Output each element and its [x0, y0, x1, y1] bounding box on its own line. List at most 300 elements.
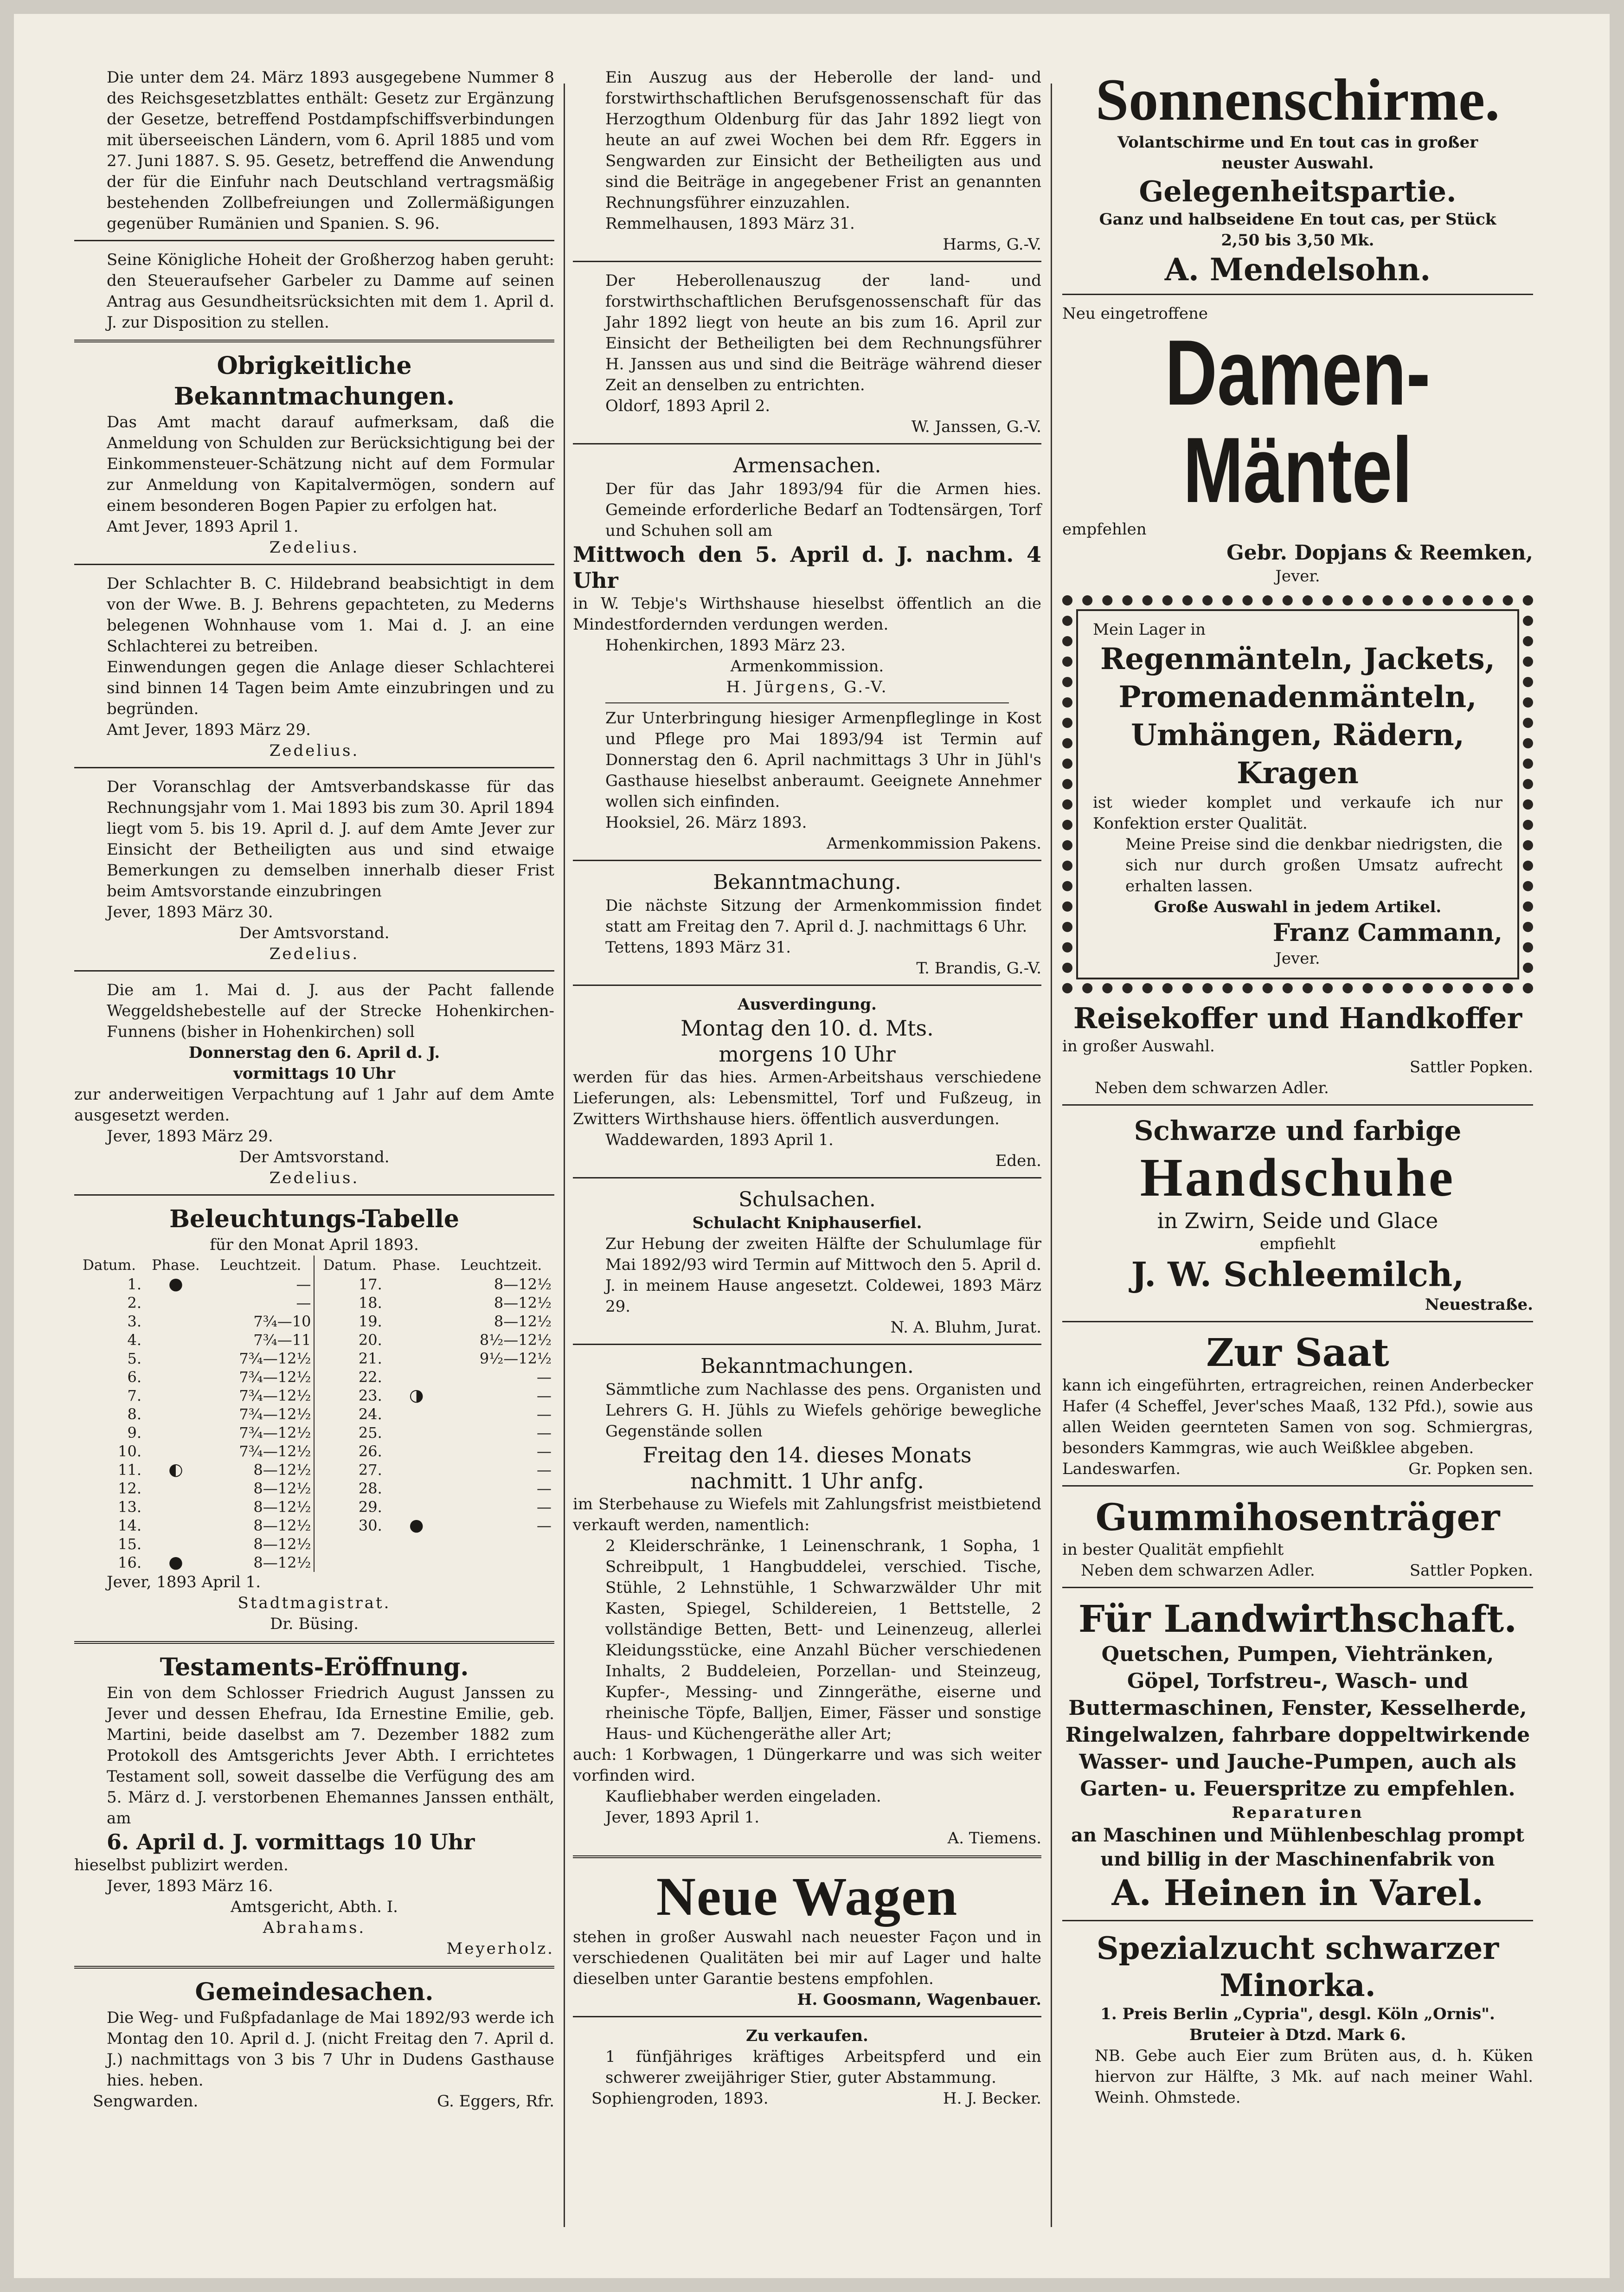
signature: H. Jürgens, G.-V. [726, 678, 888, 696]
ad-headline: Neue Wagen [656, 1866, 958, 1927]
table-cell: 19. [314, 1312, 385, 1331]
advertiser-place: Jever. [1275, 567, 1320, 586]
notice-text: hieselbst publizirt werden. [74, 1856, 289, 1874]
ad-text: Mein Lager in [1093, 620, 1206, 639]
table-cell: — [537, 1480, 552, 1497]
ad-handschuhe [1062, 1114, 1533, 1322]
table-row [74, 1275, 554, 1294]
signature: Der Amtsvorstand. [239, 1148, 390, 1166]
signature: Eden. [995, 1152, 1041, 1170]
table-cell: — [296, 1275, 311, 1293]
table-cell: — [537, 1405, 552, 1423]
table-cell: 7¾—12½ [239, 1424, 311, 1442]
divider [573, 860, 1041, 861]
ad-price: 2,50 bis 3,50 Mk. [1221, 231, 1374, 250]
notice-time: morgens 10 Uhr [719, 1042, 896, 1067]
ad-subheadline: Gelegenheitspartie. [1139, 174, 1457, 208]
moon-phase-cell [144, 1516, 207, 1535]
place-date: Jever, 1893 April 1. [107, 1573, 261, 1591]
ad-text: Quetschen, Pumpen, Viehtränken, Göpel, Torfstreu-, Wasch- und Buttermaschinen, Fenster, Kesselherde, Ringelwalzen, fahrbare doppeltwirkende Wasser- und Jauche-Pumpen, auch als Garten- u. Feuerspritze zu empfehlen. [1065, 1642, 1530, 1801]
notice-text: Der Voranschlag der Amtsverbandskasse für das Rechnungsjahr vom 1. Mai 1893 bis zum 30. April 1894 liegt vom 5. bis 19. April d. J. auf dem Amte Jever zur Einsicht der Betheiligten aus und sind etwaige Bemerkungen zu demselben innerhalb dieser Frist beim Amtsvorstande einzubringen [107, 778, 554, 901]
notice-heberolle-oldenburg [573, 67, 1041, 262]
signature: Sattler Popken. [1409, 1561, 1533, 1580]
column-header: Phase. [392, 1257, 441, 1274]
table-cell: 5. [127, 1350, 141, 1367]
table-cell: 16. [118, 1554, 141, 1571]
table-cell: — [537, 1368, 552, 1386]
ad-text: kann ich eingeführten, ertragreichen, reinen Anderbecker Hafer (4 Scheffel, Jever'sches Maaß, 132 Pfd.), sowie aus allen Weiden geernteten Samen von sog. Schmiergras, besonders Kammgras, wie auch Weißklee abgeben. [1062, 1376, 1533, 1457]
notice-date: 6. April d. J. vormittags 10 Uhr [107, 1829, 475, 1854]
ad-gummihosentraeger [1062, 1495, 1533, 1588]
item-list: 2 Kleiderschränke, 1 Leinenschrank, 1 Sopha, 1 Schreibpult, 1 Hangbuddelei, verschied. Tische, Stühle, 2 Lehnstühle, 1 Schwarzwälder Uhr mit Kasten, Spiegel, Schildereien, 1 Bettstelle, 2 vollständige Betten, Bett- und Leinenzeug, allerlei Kleidungsstücke, eine Anzahl Bücher verschiedenen Inhalts, 2 Buddeleien, Porzellan- und Steinzeug, Kupfer-, Messing- und Zinngeräthe, eiserne und rheinische Töpfe, Balljen, Eimer, Fässer und sonstige Haus- und Küchengeräthe aller Art; [605, 1537, 1041, 1743]
signature: Abrahams. [263, 1919, 366, 1937]
place-date: Hohenkirchen, 1893 März 23. [605, 636, 846, 655]
notice-text: Ein von dem Schlosser Friedrich August Janssen zu Jever und dessen Ehefrau, Ida Ernestine Emilie, geb. Martini, beide daselbst am 7. Dezember 1882 zum Protokoll des Amtsgerichts Jever Abth. I errichtetes Testament soll, soweit dasselbe die Verfügung des am 5. März d. J. verstorbenen Ehemannes Janssen enthält, am [107, 1684, 554, 1828]
ad-headline: Sonnenschirme. [1095, 67, 1500, 133]
place: Sophiengroden, 1893. [591, 2089, 769, 2108]
table-cell: 12. [118, 1480, 141, 1497]
table-cell: 9½—12½ [479, 1350, 552, 1367]
section-heading: Gemeindesachen. [195, 1978, 434, 2006]
table-cell: 21. [314, 1349, 385, 1368]
ad-headline: Zur Saat [1206, 1331, 1389, 1375]
table-row [74, 1349, 554, 1368]
table-cell: 27. [314, 1461, 385, 1479]
ad-headline: Spezialzucht schwarzer Minorka. [1096, 1930, 1499, 2003]
signature: G. Eggers, Rfr. [437, 2092, 554, 2111]
section-heading: Obrigkeitliche Bekanntmachungen. [173, 352, 455, 411]
table-cell: — [537, 1387, 552, 1404]
table-cell: 15. [118, 1535, 141, 1553]
divider [74, 1194, 554, 1196]
ad-text: Volantschirme und En tout cas in großer [1117, 133, 1478, 152]
table-cell: — [537, 1442, 552, 1460]
notice-reichsgesetzblatt [74, 67, 554, 241]
column-1 [74, 67, 554, 2120]
moon-phase-cell [144, 1479, 207, 1498]
table-cell: 29. [314, 1498, 385, 1516]
place-date: Amt Jever, 1893 April 1. [107, 517, 299, 536]
divider [74, 767, 554, 768]
table-cell: 23. [314, 1386, 385, 1405]
table-cell: — [537, 1498, 552, 1516]
table-cell: 25. [314, 1423, 385, 1442]
notice-date: Montag den 10. d. Mts. [680, 1016, 934, 1041]
place-date: Jever, 1893 März 29. [107, 1127, 273, 1146]
signature: W. Janssen, G.-V. [911, 418, 1041, 436]
notice-text: Die nächste Sitzung der Armenkommission findet statt am Freitag den 7. April d. J. nachmittags 6 Uhr. [605, 896, 1041, 936]
notice-text: zur anderweitigen Verpachtung auf 1 Jahr auf dem Amte ausgesetzt werden. [74, 1085, 554, 1125]
divider [74, 340, 554, 342]
place: Neben dem schwarzen Adler. [1081, 1561, 1315, 1580]
column-rule-2 [1051, 84, 1052, 2227]
table-row [74, 1516, 554, 1535]
divider [1062, 1321, 1533, 1322]
place-date: Waddewarden, 1893 April 1. [605, 1131, 834, 1149]
table-row [74, 1442, 554, 1461]
table-cell: 8—12½ [494, 1313, 552, 1330]
advertiser-name: A. Mendelsohn. [1164, 251, 1431, 288]
notice-text: auch: 1 Korbwagen, 1 Düngerkarre und was sich weiter vorfinden wird. [573, 1745, 1041, 1785]
table-row [74, 1498, 554, 1516]
table-row [74, 1368, 554, 1386]
moon-phase-cell [144, 1535, 207, 1553]
notice-text: im Sterbehause zu Wiefels mit Zahlungsfrist meistbietend verkauft werden, namentlich: [573, 1495, 1041, 1534]
ad-headline: Reisekoffer und Handkoffer [1073, 1001, 1522, 1035]
notice-date: Freitag den 14. dieses Monats [642, 1442, 972, 1468]
notice-ausverdingung [573, 994, 1041, 1178]
section-heading: Bekanntmachung. [713, 870, 901, 894]
ad-regenmaentel-frame [1062, 595, 1533, 993]
place-date: Amt Jever, 1893 März 29. [107, 721, 311, 739]
moon-phase-cell: ◐ [168, 1460, 183, 1479]
notice-beleuchtung [74, 1204, 554, 1644]
section-heading: Beleuchtungs-Tabelle [169, 1205, 459, 1233]
column-3 [1062, 67, 1533, 2117]
table-row [74, 1331, 554, 1349]
table-cell: 2. [127, 1294, 141, 1312]
divider [573, 1855, 1041, 1858]
signature: Meyerholz. [446, 1939, 554, 1958]
divider [74, 564, 554, 565]
moon-phase-cell: ● [409, 1516, 424, 1535]
table-cell: — [296, 1294, 311, 1312]
table-cell: 8—12½ [253, 1535, 311, 1553]
ad-text: in Zwirn, Seide und Glace [1157, 1208, 1438, 1233]
ad-reisekoffer [1062, 1001, 1533, 1106]
place-date: Oldorf, 1893 April 2. [605, 397, 770, 415]
divider [1062, 294, 1533, 295]
divider [1062, 1485, 1533, 1487]
notice-voranschlag [74, 777, 554, 972]
ad-zur-saat [1062, 1331, 1533, 1487]
notice-text: werden für das hies. Armen-Arbeitshaus verschiedene Lieferungen, als: Lebensmittel, Torf und Fußzeug, in Zwitters Wirthshause hiers. öffentlich ausverdungen. [573, 1068, 1041, 1128]
table-row [74, 1535, 554, 1553]
ad-headline: Zu verkaufen. [746, 2027, 868, 2045]
column-2 [573, 67, 1041, 2118]
table-row [74, 1423, 554, 1442]
ad-text: in großer Auswahl. [1062, 1037, 1215, 1056]
ad-text: Bruteier à Dtzd. Mark 6. [1189, 2026, 1406, 2044]
signature: Zedelius. [269, 1169, 359, 1187]
ad-headline: Kragen [1237, 756, 1359, 791]
divider [1062, 1587, 1533, 1588]
moon-phase-cell [385, 1535, 448, 1553]
notice-schulsachen [573, 1187, 1041, 1345]
table-cell: 8—12½ [253, 1498, 311, 1516]
advertiser-place: Jever. [1275, 949, 1320, 968]
moon-phase-cell [385, 1553, 448, 1572]
moon-phase-cell [144, 1386, 207, 1405]
place-date: Tettens, 1893 März 31. [605, 938, 791, 957]
signature: Zedelius. [269, 945, 359, 963]
moon-phase-cell [385, 1461, 448, 1479]
table-cell: 17. [314, 1275, 385, 1294]
divider [1062, 1920, 1533, 1921]
notice-text: in W. Tebje's Wirthshause hieselbst öffentlich an die Mindestfordernden verdungen werden. [573, 594, 1041, 634]
moon-phase-cell [385, 1312, 448, 1331]
signature: N. A. Bluhm, Jurat. [890, 1318, 1041, 1337]
notice-text: Sämmtliche zum Nachlasse des pens. Organisten und Lehrers G. H. Jühls zu Wiefels gehörige bewegliche Gegenstände sollen [605, 1380, 1041, 1441]
divider [1062, 1104, 1533, 1106]
table-cell: 7¾—11 [253, 1331, 311, 1349]
advertiser-name: Franz Cammann, [1272, 919, 1502, 947]
column-header: Leuchtzeit. [219, 1257, 302, 1274]
advertiser-place: Neuestraße. [1425, 1295, 1533, 1314]
table-cell: 7¾—12½ [239, 1405, 311, 1423]
table-row [74, 1405, 554, 1423]
notice-text: Der Heberollenauszug der land- und forstwirthschaftlichen Berufsgenossenschaft für das Jahr 1892 liegt von heute an bis zum 16. April zur Einsicht der Betheiligten bei dem Rechnungsführer H. Janssen aus und sind die Beiträge während dieser Zeit an denselben zu entrichten. [605, 271, 1041, 394]
ad-zu-verkaufen [573, 2026, 1041, 2109]
table-cell: 7¾—12½ [239, 1368, 311, 1386]
notice-text: Seine Königliche Hoheit der Großherzog haben geruht: den Steueraufseher Garbeler zu Damme auf seinen Antrag aus Gesundheitsrücksichten mit dem 1. April d. J. zur Disposition zu stellen. [107, 251, 554, 332]
ad-text: Ganz und halbseidene En tout cas, per Stück [1099, 210, 1496, 229]
divider [74, 1966, 554, 1969]
notice-text: Die am 1. Mai d. J. aus der Pacht fallende Weggeldshebestelle auf der Strecke Hohenkirchen-Funnens (bisher in Hohenkirchen) soll [107, 981, 554, 1041]
moon-phase-cell: ◑ [409, 1386, 424, 1405]
notice-time: vormittags 10 Uhr [233, 1064, 395, 1083]
table-cell: — [537, 1424, 552, 1442]
moon-phase-cell [144, 1442, 207, 1461]
place: Sengwarden. [93, 2092, 199, 2111]
notice-text: Einwendungen gegen die Anlage dieser Schlachterei sind binnen 14 Tagen beim Amte einzubringen und zu begründen. [107, 658, 554, 718]
moon-phase-cell [385, 1294, 448, 1312]
table-cell: 11. [118, 1461, 141, 1479]
notice-time: nachmitt. 1 Uhr anfg. [690, 1468, 924, 1494]
moon-phase-cell [385, 1479, 448, 1498]
notice-text: Zur Hebung der zweiten Hälfte der Schulumlage für Mai 1892/93 wird Termin auf Mittwoch den 5. April d. J. in meinem Hause angesetzt. Coldewei, 1893 März 29. [605, 1235, 1041, 1316]
advertiser-place: Neben dem schwarzen Adler. [1095, 1079, 1329, 1097]
section-heading: Armensachen. [733, 454, 881, 477]
place-date: Hooksiel, 26. März 1893. [605, 813, 807, 832]
table-cell: 8. [127, 1405, 141, 1423]
place-date: Remmelhausen, 1893 März 31. [605, 214, 855, 233]
table-cell: 7¾—12½ [239, 1387, 311, 1404]
place-date: Jever, 1893 März 16. [107, 1877, 273, 1895]
moon-phase-cell: ● [168, 1275, 183, 1294]
notice-text: Das Amt macht darauf aufmerksam, daß die Anmeldung von Schulden zur Berücksichtigung bei der Einkommensteuer-Schätzung nicht auf dem Formular zur Anmeldung von Kapitalvermögen, sondern auf einem besonderen Bogen Papier zu erfolgen hat. [107, 413, 554, 515]
ad-headline: Für Landwirthschaft. [1078, 1597, 1517, 1641]
ad-text: stehen in großer Auswahl nach neuester Façon und in verschiedenen Qualitäten bei mir auf Lager und halte dieselben unter Garantie bestens empfohlen. [573, 1928, 1041, 1988]
place-signature-row [1062, 1560, 1533, 1581]
divider [74, 240, 554, 241]
table-row [74, 1312, 554, 1331]
advertiser-name: A. Heinen in Varel. [1111, 1872, 1484, 1913]
table-cell: 14. [118, 1517, 141, 1534]
ad-minorka [1062, 1930, 1533, 2108]
ad-headline: Damen-Mäntel [1165, 321, 1431, 522]
signature: T. Brandis, G.-V. [916, 959, 1041, 978]
table-cell: 1. [127, 1275, 141, 1293]
table-cell: 8—12½ [253, 1461, 311, 1479]
table-cell [448, 1553, 554, 1572]
divider [573, 1344, 1041, 1345]
advertiser-name: Sattler Popken. [1409, 1058, 1533, 1076]
divider [74, 970, 554, 972]
notice-heberolle-janssen [573, 270, 1041, 444]
advertiser-name: Gebr. Dopjans & Reemken, [1226, 541, 1533, 565]
signature: Stadtmagistrat. [238, 1594, 391, 1612]
ad-text: 1 fünfjähriges kräftiges Arbeitspferd und ein schwerer zweijähriger Stier, guter Abstammung. [605, 2047, 1041, 2087]
divider [605, 702, 1009, 703]
ad-text: in bester Qualität empfiehlt [1062, 1540, 1284, 1559]
table-cell: 30. [314, 1516, 385, 1535]
ad-text: Große Auswahl in jedem Artikel. [1154, 898, 1442, 916]
signature: Armenkommission. [730, 657, 884, 676]
moon-phase-cell [385, 1368, 448, 1386]
signature: H. J. Becker. [943, 2089, 1041, 2108]
table-cell: 10. [118, 1442, 141, 1460]
moon-phase-cell: ● [168, 1553, 183, 1572]
notice-schlachterei [74, 573, 554, 768]
divider [573, 261, 1041, 262]
notice-text: Zur Unterbringung hiesiger Armenpfleglinge in Kost und Pflege pro Mai 1893/94 ist Termin auf Donnerstag den 6. April nachmittags 3 Uhr in Jühl's Gasthause hieselbst anberaumt. Geeignete Annehmer wollen sich einfinden. [605, 709, 1041, 811]
ad-sonnenschirme [1062, 67, 1533, 295]
ad-text: 1. Preis Berlin „Cypria", desgl. Köln „Ornis". [1100, 2005, 1495, 2023]
table-cell: 22. [314, 1368, 385, 1386]
moon-phase-cell [144, 1312, 207, 1331]
place-signature-row [573, 2088, 1041, 2109]
moon-phase-cell [144, 1423, 207, 1442]
table-cell: 7. [127, 1387, 141, 1404]
table-cell: 8—12½ [253, 1517, 311, 1534]
ad-text: empfehlen [1062, 520, 1147, 539]
moon-phase-cell [144, 1349, 207, 1368]
signature: Dr. Büsing. [270, 1615, 359, 1633]
table-cell: 18. [314, 1294, 385, 1312]
notice-bekanntmachung-armenkommission [573, 869, 1041, 986]
table-row [74, 1386, 554, 1405]
section-subheading: Schulacht Kniphauserfiel. [692, 1214, 922, 1232]
moon-phase-cell [385, 1423, 448, 1442]
moon-phase-cell [144, 1331, 207, 1349]
place: Landeswarfen. [1062, 1460, 1181, 1478]
moon-phase-cell [385, 1405, 448, 1423]
notice-gemeindesachen [74, 1977, 554, 2112]
notice-bekanntmachungen-nachlass [573, 1353, 1041, 1858]
moon-phase-cell [385, 1442, 448, 1461]
signature: Harms, G.-V. [943, 235, 1041, 254]
table-row [74, 1479, 554, 1498]
notice-date: Mittwoch den 5. April d. J. nachm. 4 Uhr [573, 542, 1041, 593]
table-cell: 9. [127, 1424, 141, 1442]
table-cell: 13. [118, 1498, 141, 1516]
moon-phase-cell [144, 1498, 207, 1516]
table-cell: 8—12½ [494, 1275, 552, 1293]
table-cell: 24. [314, 1405, 385, 1423]
table-cell: — [537, 1461, 552, 1479]
notice-text: Die Weg- und Fußpfadanlage de Mai 1892/93 werde ich Montag den 10. April d. J. (nicht Freitag den 7. April d. J.) nachmittags von 3 bis 7 Uhr in Dudens Gasthause hies. heben. [107, 2009, 554, 2090]
divider [74, 1641, 554, 1644]
table-cell: 4. [127, 1331, 141, 1349]
divider [573, 1177, 1041, 1178]
table-cell: 8—12½ [253, 1554, 311, 1571]
signature: A. Tiemens. [947, 1829, 1041, 1848]
table-cell: — [537, 1517, 552, 1534]
divider [573, 443, 1041, 444]
section-heading: Testaments-Eröffnung. [160, 1653, 469, 1681]
notice-date: Donnerstag den 6. April d. J. [188, 1043, 440, 1062]
ad-text: Meine Preise sind die denkbar niedrigsten, die sich nur durch großen Umsatz aufrecht erhalten lassen. [1125, 835, 1502, 895]
table-cell: 8½—12½ [479, 1331, 552, 1349]
ad-text: NB. Gebe auch Eier zum Brüten aus, d. h. Küken hiervon zur Hälfte, 3 Mk. auf nach meiner Wahl. Weinh. Ohmstede. [1095, 2047, 1533, 2107]
divider [573, 985, 1041, 986]
ad-headline: Handschuhe [1140, 1147, 1456, 1208]
signature: Armenkommission Pakens. [827, 834, 1041, 853]
moon-phase-cell [385, 1498, 448, 1516]
newspaper-page [14, 14, 1610, 2278]
notice-weggeld [74, 980, 554, 1196]
notice-text: Ein Auszug aus der Heberolle der land- und forstwirthschaftlichen Berufsgenossenschaft für das Herzogthum Oldenburg für das Jahr 1892 liegt von heute an auf zwei Wochen bei dem Rfr. Eggers in Sengwarden zur Einsicht der Betheiligten aus und sind die Beiträge in angegebener Frist an genannten Rechnungsführer einzuzahlen. [605, 68, 1041, 212]
table-row [74, 1461, 554, 1479]
section-subheading: für den Monat April 1893. [210, 1236, 419, 1254]
ad-headline: Umhängen, Rädern, [1131, 718, 1464, 753]
ad-subheadline: Schwarze und farbige [1134, 1115, 1462, 1146]
ad-text: Neu eingetroffene [1062, 304, 1208, 323]
notice-text: Der Schlachter B. C. Hildebrand beabsichtigt in dem von der Wwe. B. J. Behrens gepachteten, zu Mederns belegenen Wohnhause vom 1. Mai d. J. an eine Schlachterei zu betreiben. [107, 574, 554, 656]
section-heading: Ausverdingung. [738, 995, 877, 1014]
notice-grossherzog [74, 250, 554, 342]
advertiser-name: J. W. Schleemilch, [1131, 1255, 1464, 1294]
table-cell: 26. [314, 1442, 385, 1461]
ad-headline: Regenmänteln, Jackets, [1100, 642, 1495, 676]
table-row [74, 1294, 554, 1312]
notice-obrigkeitliche [74, 351, 554, 565]
ad-text: ist wieder komplet und verkaufe ich nur Konfektion erster Qualität. [1093, 793, 1502, 833]
notice-testament [74, 1652, 554, 1969]
moon-phase-cell [144, 1368, 207, 1386]
ad-damen-maentel [1062, 303, 1533, 587]
signature: Amtsgericht, Abth. I. [231, 1898, 398, 1916]
section-heading: Schulsachen. [738, 1188, 876, 1211]
signature: Zedelius. [269, 538, 359, 557]
moon-phase-cell [385, 1331, 448, 1349]
table-cell: 8—12½ [494, 1294, 552, 1312]
table-row [74, 1553, 554, 1572]
ad-text: an Maschinen und Mühlenbeschlag prompt und billig in der Maschinenfabrik von [1071, 1824, 1524, 1870]
divider [573, 2016, 1041, 2017]
column-rule-1 [564, 84, 565, 2227]
table-cell: 8—12½ [253, 1480, 311, 1497]
column-header: Datum. [82, 1257, 136, 1274]
table-cell: 7¾—12½ [239, 1350, 311, 1367]
moon-phase-cell [144, 1405, 207, 1423]
column-header: Datum. [314, 1255, 385, 1275]
moon-phase-cell [385, 1349, 448, 1368]
moon-phase-cell [144, 1294, 207, 1312]
table-cell [314, 1535, 385, 1553]
ad-headline: Promenadenmänteln, [1118, 680, 1477, 715]
notice-text: Kaufliebhaber werden eingeladen. [605, 1787, 881, 1806]
notice-text: Der für das Jahr 1893/94 für die Armen hies. Gemeinde erforderliche Bedarf an Todtensärgen, Torf und Schuhen soll am [605, 480, 1041, 540]
ad-headline: Gummihosenträger [1095, 1495, 1500, 1539]
place-signature-row [1062, 1459, 1533, 1480]
signature: Der Amtsvorstand. [239, 924, 390, 942]
ad-landwirthschaft [1062, 1597, 1533, 1921]
ad-neue-wagen [573, 1867, 1041, 2017]
place-date: Jever, 1893 April 1. [605, 1808, 760, 1827]
ad-text: empfiehlt [1259, 1235, 1336, 1253]
column-header: Leuchtzeit. [460, 1257, 542, 1274]
table-cell: 6. [127, 1368, 141, 1386]
advertiser-name: H. Goosmann, Wagenbauer. [797, 1990, 1041, 2009]
section-heading: Bekanntmachungen. [700, 1354, 914, 1378]
column-header: Phase. [152, 1257, 200, 1274]
signature: Zedelius. [269, 741, 359, 760]
table-cell: 28. [314, 1479, 385, 1498]
table-cell [448, 1535, 554, 1553]
notice-text: Die unter dem 24. März 1893 ausgegebene Nummer 8 des Reichsgesetzblattes enthält: Gesetz zur Ergänzung der Gesetze, betreffend Postdampfschiffsverbindungen mit überseeischen Ländern, vom 6. April 1885 und vom 27. Juni 1887. S. 95. Gesetz, betreffend die Anwendung der für die Einfuhr nach Deutschland vertragsmäßig bestehenden Zollbefreiungen und Zollermäßigungen gegenüber Rumänien und Spanien. S. 96. [107, 68, 554, 233]
